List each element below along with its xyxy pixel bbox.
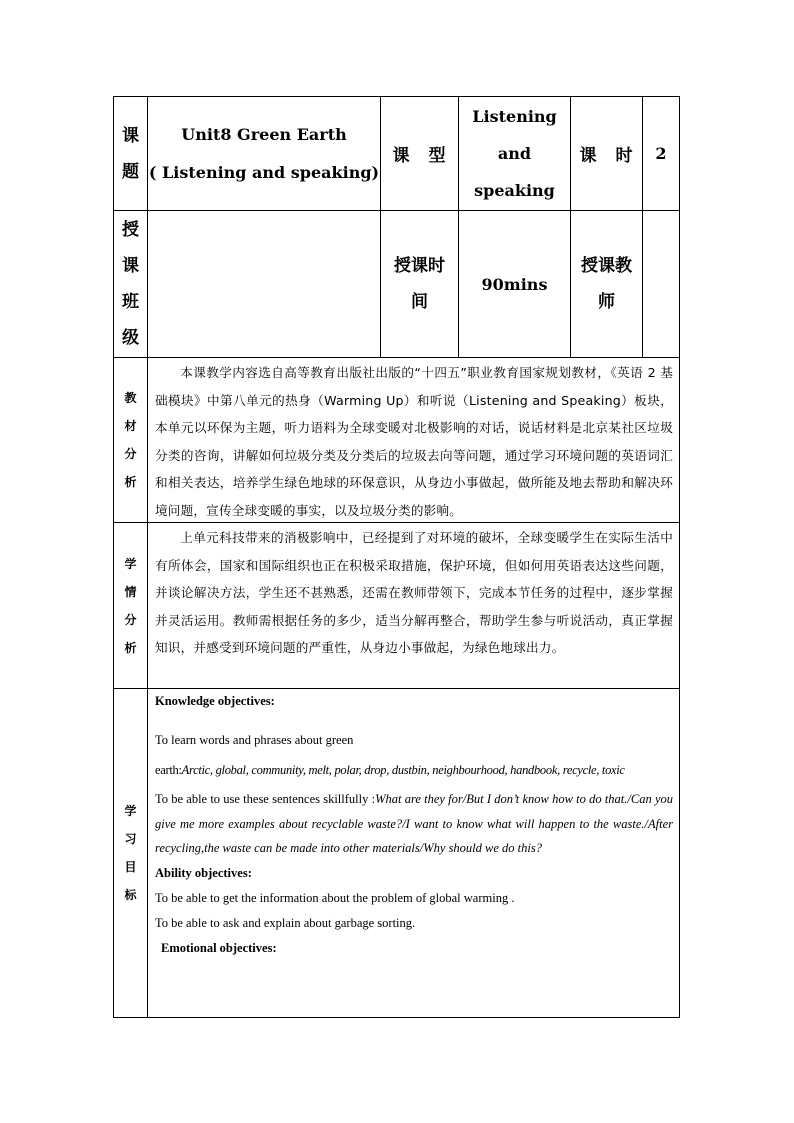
teacher-label-line: 授课教 [581, 256, 632, 276]
student-analysis-text: 上单元科技带来的消极影响中，已经提到了对环境的破坏，全球变暖学生在实际生活中有所体会，国家和国际组织也正在积极采取措施，保护环境，但如何用英语表达这些问题，并谈论解决方法，学生还不甚熟悉，还需在教师带领下，完成本节任务的过程中，逐步掌握并灵活运用。教师需根据任务的多少，适当分解再整合，帮助学生参与听说活动，真正掌握知识，并感受到环境问题的严重性，从身边小事做起，为绿色地球出力。 [148, 523, 679, 689]
textbook-label-char: 教 [124, 391, 137, 405]
lesson-hours-label: 课 时 [571, 97, 643, 211]
textbook-label-char: 材 [124, 419, 137, 433]
vocabulary-prefix: earth: [155, 763, 182, 777]
lesson-type-line: speaking [474, 181, 555, 200]
class-label-char: 班 [122, 292, 139, 312]
lesson-type-label: 课 型 [381, 97, 459, 211]
class-label-char: 授 [122, 220, 139, 240]
student-analysis-label [114, 523, 148, 689]
words-intro: To learn words and phrases about green [155, 733, 354, 747]
objectives-label-char: 标 [124, 888, 137, 902]
lesson-time-label-line: 间 [411, 292, 428, 312]
class-label-char: 级 [122, 328, 139, 348]
objectives-label-char: 习 [124, 832, 137, 846]
teacher-label [571, 211, 643, 358]
knowledge-objectives-heading: Knowledge objectives: [155, 694, 275, 708]
class-label [114, 211, 148, 358]
student-label-char: 情 [124, 584, 137, 599]
lesson-plan-table [113, 96, 680, 1018]
sentences-list: What are they for/But I don’t know how to do that./Can you give me more examples about recyclable waste?/I want to know what will happen to the waste./After recycling,the waste can be made into other materials/Why should we do this? [155, 792, 673, 855]
textbook-label-char: 析 [124, 475, 137, 489]
sentences-intro: To be able to use these sentences skillfully : [155, 792, 376, 806]
lesson-time-label-line: 授课时 [394, 256, 445, 276]
vocabulary-words: Arctic, global, community, melt, polar, drop, dustbin, neighbourhood, handbook, recycle, toxic [181, 763, 625, 777]
class-label-char: 课 [122, 256, 139, 276]
emotional-objectives-heading: Emotional objectives: [161, 940, 277, 955]
textbook-label-char: 分 [124, 447, 137, 461]
ability-objectives-heading: Ability objectives: [155, 865, 252, 880]
ability-objective-2: To be able to ask and explain about garbage sorting. [155, 915, 416, 930]
vocabulary-list [155, 753, 673, 787]
objectives-label-char: 目 [124, 860, 137, 874]
lesson-title-main: Unit8 Green Earth [181, 124, 347, 144]
topic-label-char: 题 [122, 161, 139, 182]
topic-label [114, 97, 148, 211]
ability-objective-1: To be able to get the information about the problem of global warming . [155, 890, 515, 905]
textbook-analysis-label [114, 358, 148, 523]
learning-objectives-content [148, 689, 679, 1017]
sentences-objective [155, 787, 673, 861]
lesson-type-value [459, 97, 571, 211]
lesson-time-label [381, 211, 459, 358]
class-value [148, 211, 381, 358]
lesson-type-line: Listening [472, 107, 557, 126]
student-label-char: 分 [124, 612, 137, 627]
lesson-hours-value: 2 [643, 97, 679, 211]
lesson-title [148, 97, 381, 211]
lesson-time-value: 90mins [459, 211, 571, 358]
objectives-label-char: 学 [124, 804, 137, 818]
topic-label-char: 课 [122, 125, 139, 146]
textbook-analysis-text: 本课教学内容选自高等教育出版社出版的“十四五”职业教育国家规划教材，《英语 2 基础模块》中第八单元的热身（Warming Up）和听说（Listening and Speaking）板块，本单元以环保为主题，听力语料为全球变暖对北极影响的对话，说话材料是北京某社区垃圾分类的咨询，讲解如何垃圾分类及分类后的垃圾去向等问题，通过学习环境问题的英语词汇和相关表达，培养学生绿色地球的环保意识，从身边小事做起，做所能及地去帮助和解决环境问题，宣传全球变暖的事实，以及垃圾分类的影响。 [148, 358, 679, 523]
teacher-value [643, 211, 679, 358]
student-label-char: 学 [124, 556, 137, 571]
lesson-title-sub: ( Listening and speaking) [148, 162, 380, 182]
learning-objectives-label [114, 689, 148, 1017]
student-label-char: 析 [124, 640, 137, 655]
lesson-type-line: and [497, 144, 532, 163]
teacher-label-line: 师 [598, 292, 615, 312]
